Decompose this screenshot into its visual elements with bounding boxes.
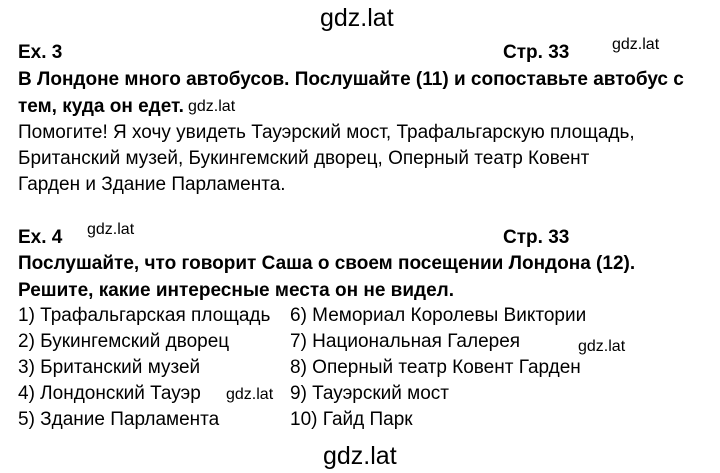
watermark-ex4-label: gdz.lat	[87, 221, 135, 238]
ex4-title-line2: Решите, какие интересные места он не видел.	[18, 280, 454, 301]
ex4-label: Ex. 4	[18, 227, 63, 248]
place-item: 3) Британский музей	[18, 357, 201, 378]
place-item: 9) Тауэрский мост	[290, 383, 449, 404]
watermark-bottom: gdz.lat	[323, 442, 397, 470]
place-item: 10) Гайд Парк	[290, 409, 413, 430]
watermark-list-mid: gdz.lat	[226, 386, 274, 403]
ex3-body-line: Гарден и Здание Парламента.	[18, 174, 286, 195]
watermark-ex3-inline: gdz.lat	[188, 98, 236, 115]
ex3-body-line: Британский музей, Букингемский дворец, Оперный театр Ковент	[18, 148, 590, 169]
watermark-ex3-right: gdz.lat	[612, 36, 660, 53]
ex3-body-line: Помогите! Я хочу увидеть Тауэрский мост, Трафальгарскую площадь,	[18, 122, 635, 143]
ex4-title-line1: Послушайте, что говорит Саша о своем посещении Лондона (12).	[18, 253, 636, 274]
ex3-label: Ex. 3	[18, 42, 63, 63]
place-item: 6) Мемориал Королевы Виктории	[290, 305, 587, 326]
ex3-title-line1: В Лондоне много автобусов. Послушайте (11) и сопоставьте автобус с	[18, 69, 684, 90]
ex4-page: Стр. 33	[503, 227, 570, 248]
watermark-top: gdz.lat	[320, 4, 394, 32]
place-item: 5) Здание Парламента	[18, 409, 220, 430]
place-item: 7) Национальная Галерея	[290, 331, 521, 352]
place-item: 2) Букингемский дворец	[18, 331, 230, 352]
watermark-list-right: gdz.lat	[578, 338, 626, 355]
ex3-page: Стр. 33	[503, 42, 570, 63]
place-item: 1) Трафальгарская площадь	[18, 305, 271, 326]
place-item: 4) Лондонский Тауэр	[18, 383, 201, 404]
ex3-title-line2: тем, куда он едет.	[18, 96, 184, 117]
place-item: 8) Оперный театр Ковент Гарден	[290, 357, 581, 378]
